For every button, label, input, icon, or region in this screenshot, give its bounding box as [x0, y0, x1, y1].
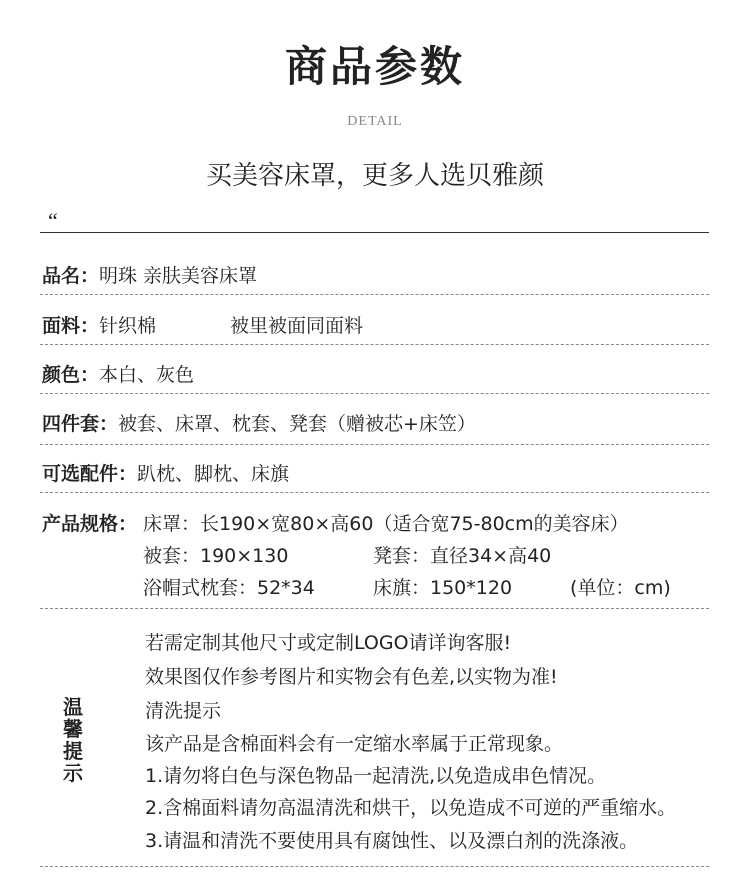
param-label: 颜色： [42, 364, 100, 386]
row-divider [40, 393, 709, 394]
tips-label-char: 馨 [63, 717, 83, 741]
tip-line: 清洗提示 [145, 700, 222, 722]
tips-label-char: 示 [63, 761, 83, 785]
param-row-fabric [42, 311, 156, 338]
page-subtitle: 买美容床罩，更多人选贝雅颜 [205, 161, 544, 191]
tip-line: 效果图仅作参考图片和实物会有色差,以实物为准! [145, 666, 558, 688]
tips-label-char: 温 [63, 695, 83, 719]
tip-line: 该产品是含棉面料会有一定缩水率属于正常现象。 [145, 733, 564, 755]
row-divider [40, 608, 709, 609]
param-label: 品名： [42, 265, 100, 287]
row-divider [40, 866, 709, 867]
param-label: 面料： [42, 315, 100, 337]
param-label: 可选配件： [42, 463, 138, 485]
param-value: 明珠 亲肤美容床罩 [99, 265, 258, 287]
spec-bed-flag: 床旗：150*120 [373, 577, 513, 599]
tip-line: 2.含棉面料请勿高温清洗和烘干，以免造成不可逆的严重缩水。 [145, 797, 677, 819]
spec-quilt-cover: 被套：190×130 [143, 545, 289, 567]
param-value: 被套、床罩、枕套、凳套（赠被芯+床笠） [118, 413, 476, 435]
quote-mark: “ [48, 208, 58, 233]
param-value: 趴枕、脚枕、床旗 [137, 463, 290, 485]
spec-unit: (单位：cm) [570, 577, 671, 599]
tips-label-char: 提 [63, 739, 83, 763]
param-value: 针织棉 [99, 315, 157, 337]
spec-stool-cover: 凳套：直径34×高40 [373, 545, 552, 567]
tip-line: 3.请温和清洗不要使用具有腐蚀性、以及漂白剂的洗涤液。 [145, 830, 639, 852]
param-row-optional [42, 459, 289, 486]
spec-bed-cover: 床罩：长190×宽80×高60（适合宽75-80cm的美容床） [143, 513, 629, 535]
spec-pillow-cover: 浴帽式枕套：52*34 [143, 577, 315, 599]
row-divider [40, 344, 709, 345]
tip-line: 若需定制其他尺寸或定制LOGO请详询客服! [145, 632, 512, 654]
param-row-color [42, 360, 194, 387]
row-divider [40, 294, 709, 295]
page-title: 商品参数 [284, 42, 465, 91]
tips-label [58, 696, 88, 784]
row-divider [40, 444, 709, 445]
param-extra-fabric: 被里被面同面料 [230, 315, 364, 337]
param-row-spec [42, 509, 137, 536]
param-row-set [42, 409, 476, 436]
row-divider [40, 492, 709, 493]
param-label: 产品规格： [42, 513, 138, 535]
param-label: 四件套： [42, 413, 119, 435]
param-value: 本白、灰色 [99, 364, 195, 386]
param-row-name [42, 261, 257, 288]
detail-caption: DETAIL [347, 114, 403, 129]
tip-line: 1.请勿将白色与深色物品一起清洗,以免造成串色情况。 [145, 765, 607, 787]
section-divider [40, 232, 709, 233]
